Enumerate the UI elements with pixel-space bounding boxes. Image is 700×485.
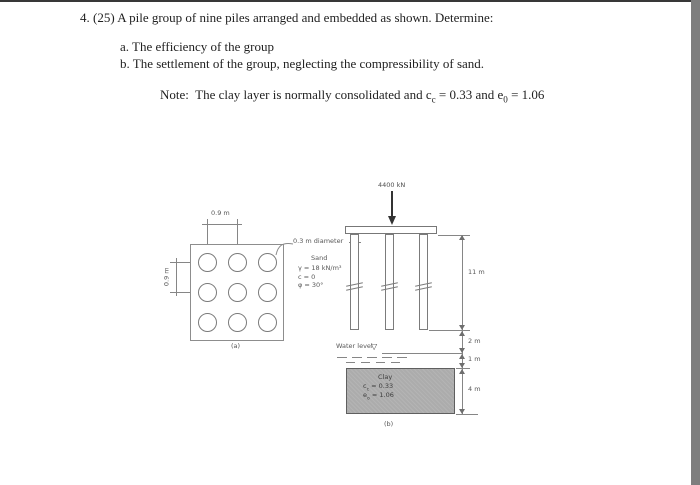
dim-arrow-icon	[459, 235, 465, 240]
note-text-mid: = 0.33 and e	[435, 87, 504, 102]
water-dash	[391, 362, 400, 363]
dim-extension-line	[170, 262, 190, 263]
water-dash	[361, 362, 370, 363]
load-arrow-shaft	[391, 191, 393, 217]
load-arrow-icon	[388, 216, 396, 225]
dim-arrow-icon	[459, 369, 465, 374]
dim-water-to-clay-label: 1 m	[468, 355, 481, 363]
water-level-line	[382, 353, 462, 354]
dim-tip-to-water-label: 2 m	[468, 337, 481, 345]
clay-e0-base: e	[363, 391, 367, 399]
sand-layer-label: Sand	[311, 254, 328, 262]
water-dash	[397, 357, 407, 358]
dim-arrow-icon	[459, 409, 465, 414]
problem-heading: 4. (25) A pile group of nine piles arranged and embedded as shown. Determine:	[80, 10, 494, 25]
leader-line-curve	[274, 241, 294, 257]
clay-cc-subscript: c	[366, 387, 370, 393]
note-cc-subscript: c	[431, 94, 436, 105]
dim-arrow-icon	[459, 348, 465, 353]
pile-circle	[228, 283, 247, 302]
clay-cc-rest: = 0.33	[369, 382, 394, 390]
clay-cc-base: c	[363, 382, 367, 390]
water-dash	[367, 357, 377, 358]
pile-diameter-label: 0.3 m diameter	[293, 237, 344, 245]
note-text: Note: The clay layer is normally consolidated and c	[160, 87, 432, 102]
clay-e0-value	[363, 392, 394, 402]
note-text-end: = 1.06	[507, 87, 545, 102]
clay-e0-subscript: o	[367, 396, 370, 402]
problem-item-a: a. The efficiency of the group	[120, 39, 275, 54]
dim-arrow-icon	[459, 363, 465, 368]
clay-e0-rest: = 1.06	[369, 391, 394, 399]
pile-circle	[198, 313, 217, 332]
clay-layer-label: Clay	[378, 373, 393, 381]
dim-arrow-icon	[459, 331, 465, 336]
plan-spacing-left-label: 0.9 m	[162, 267, 171, 287]
water-dash	[352, 357, 362, 358]
pile-cap-elevation	[345, 226, 437, 234]
problem-note	[160, 87, 544, 105]
pile-circle	[258, 283, 277, 302]
scan-edge-right	[691, 0, 700, 485]
pile-circle	[228, 313, 247, 332]
sand-cohesion: c = 0	[298, 273, 316, 281]
water-dash	[376, 362, 385, 363]
water-dash	[346, 362, 355, 363]
problem-item-b: b. The settlement of the group, neglecting the compressibility of sand.	[120, 56, 485, 71]
dim-extension-line	[207, 219, 208, 244]
elevation-caption: (b)	[384, 420, 394, 428]
pile-circle	[198, 253, 217, 272]
pile-elevation	[419, 234, 428, 330]
dim-arrow-icon	[459, 325, 465, 330]
dim-extension-line	[438, 235, 470, 236]
plan-caption: (a)	[231, 342, 241, 350]
dim-clay-thickness-label: 4 m	[468, 385, 481, 393]
pile-elevation	[385, 234, 394, 330]
dim-extension-line	[170, 292, 190, 293]
pile-circle	[198, 283, 217, 302]
note-e0-subscript: 0	[503, 94, 508, 105]
load-label: 4400 kN	[378, 181, 406, 189]
dim-extension-line	[237, 219, 238, 244]
dim-extension-line	[456, 414, 478, 415]
pile-circle	[228, 253, 247, 272]
water-table-icon: ▽	[371, 342, 378, 351]
water-dash	[382, 357, 392, 358]
sand-unit-weight: γ = 18 kN/m³	[298, 264, 342, 272]
pile-circle	[258, 313, 277, 332]
dim-line-left-spacing	[176, 258, 177, 296]
dim-arrow-icon	[459, 354, 465, 359]
scan-edge-top	[0, 0, 700, 2]
water-dash	[337, 357, 347, 358]
water-level-label: Water level	[336, 342, 373, 350]
dim-line-top-spacing	[202, 224, 242, 225]
sand-friction-angle: φ = 30°	[298, 281, 324, 289]
dim-pile-length-label: 11 m	[468, 268, 485, 276]
pile-elevation	[350, 234, 359, 330]
plan-spacing-top-label: 0.9 m	[211, 209, 230, 217]
